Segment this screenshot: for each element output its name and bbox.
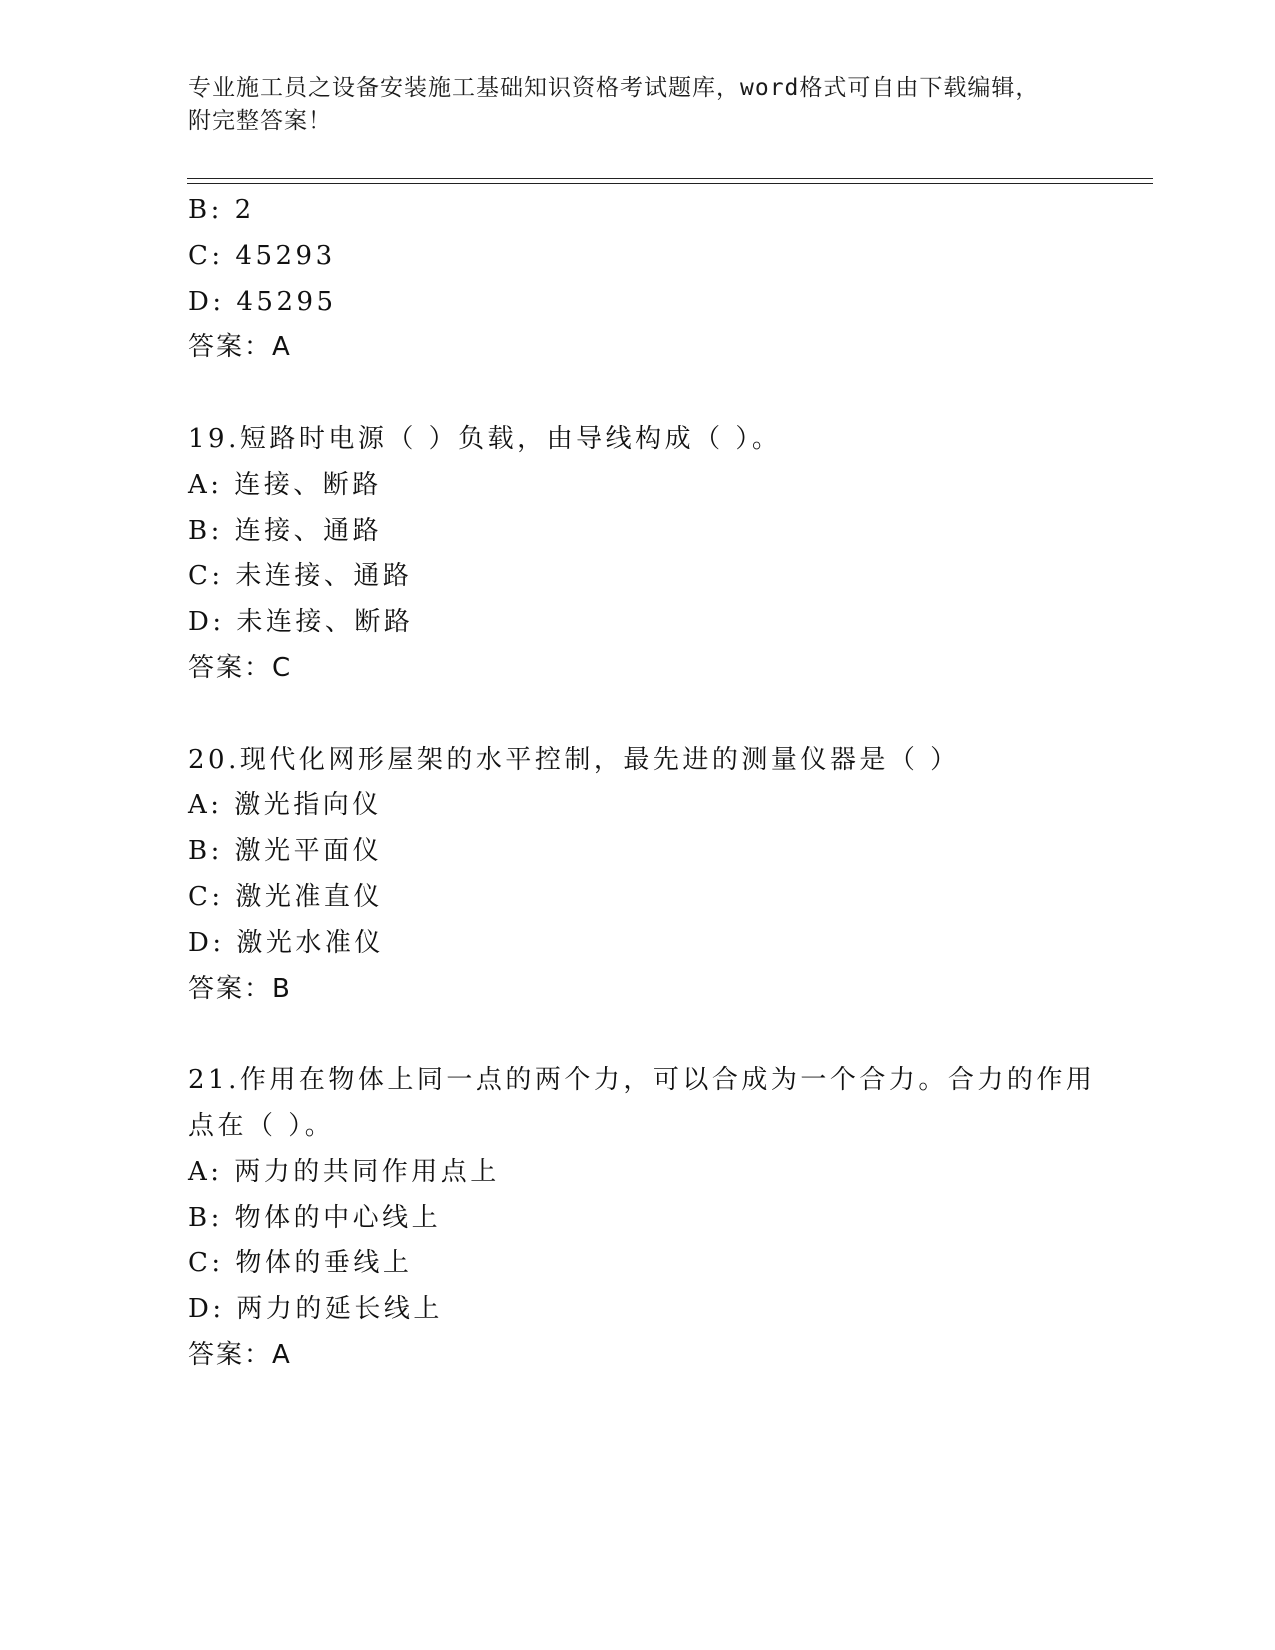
q20-option-a: A: 激光指向仪 <box>188 790 382 821</box>
q20-option-c: C: 激光准直仪 <box>188 881 383 912</box>
q21-answer: 答案：A <box>188 1339 292 1370</box>
q21-question-line-2: 点在（ ）。 <box>188 1110 335 1141</box>
q20-question: 20.现代化网形屋架的水平控制，最先进的测量仪器是（ ） <box>188 744 960 775</box>
q21-option-a: A: 两力的共同作用点上 <box>188 1156 500 1187</box>
spacer <box>188 1012 1088 1058</box>
q18-option-c: C: 45293 <box>188 240 336 271</box>
q19-option-a: A: 连接、断路 <box>188 469 382 500</box>
q19-question: 19.短路时电源（ ）负载，由导线构成（ ）。 <box>188 423 782 454</box>
question-20-block <box>188 738 1088 1013</box>
q20-answer: 答案：B <box>188 973 292 1004</box>
q18-answer: 答案：A <box>188 332 292 363</box>
q21-option-d: D: 两力的延长线上 <box>188 1294 443 1325</box>
document-header <box>188 72 1088 138</box>
header-divider-top <box>187 178 1153 179</box>
question-18-block <box>188 188 1088 371</box>
q20-option-b: B: 激光平面仪 <box>188 836 383 867</box>
question-list <box>188 188 1096 1379</box>
q21-option-c: C: 物体的垂线上 <box>188 1248 413 1279</box>
question-19-block <box>188 417 1088 692</box>
q19-answer: 答案：C <box>188 652 293 683</box>
q21-option-b: B: 物体的中心线上 <box>188 1202 442 1233</box>
header-line-2: 附完整答案！ <box>188 108 332 134</box>
q21-question-line-1: 21.作用在物体上同一点的两个力，可以合成为一个合力。合力的作用 <box>188 1065 1096 1096</box>
q19-option-c: C: 未连接、通路 <box>188 561 413 592</box>
header-line-1: 专业施工员之设备安装施工基础知识资格考试题库，word格式可自由下载编辑， <box>188 75 1040 101</box>
spacer <box>188 692 1088 738</box>
q19-option-b: B: 连接、通路 <box>188 515 383 546</box>
q18-option-b: B: 2 <box>188 195 255 225</box>
spacer <box>188 371 1088 417</box>
q18-option-d: D: 45295 <box>188 286 337 317</box>
header-divider-bottom <box>187 183 1153 184</box>
question-21-block <box>188 1058 1096 1379</box>
q19-option-d: D: 未连接、断路 <box>188 607 414 638</box>
q20-option-d: D: 激光水准仪 <box>188 927 384 958</box>
